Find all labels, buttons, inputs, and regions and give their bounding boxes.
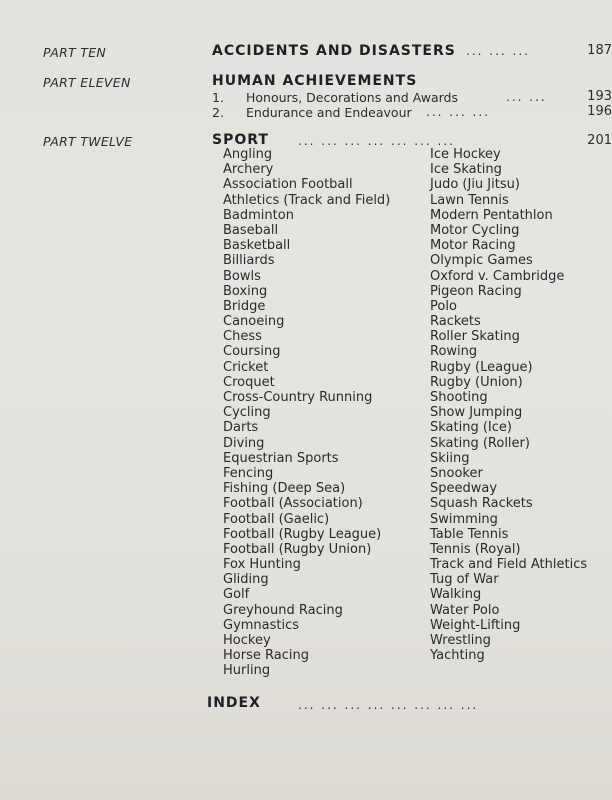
sport-item: Fencing <box>223 465 274 481</box>
sport-item: Archery <box>223 162 274 178</box>
sport-item: Boxing <box>223 283 268 299</box>
sport-item: Polo <box>430 298 457 314</box>
part-eleven-title: HUMAN ACHIEVEMENTS <box>212 73 418 89</box>
sport-item: Fishing (Deep Sea) <box>223 481 346 497</box>
sport-item: Gymnastics <box>223 617 300 633</box>
index-leader-dots: ... ... ... ... ... ... ... ... <box>298 698 479 712</box>
sport-item: Squash Rackets <box>430 496 533 512</box>
sport-item: Football (Gaelic) <box>223 511 330 527</box>
item-number: 2. <box>212 105 224 120</box>
sport-item: Speedway <box>430 481 498 497</box>
sport-item: Judo (Jiu Jitsu) <box>430 177 520 193</box>
sport-item: Rowing <box>430 344 478 360</box>
sport-item: Show Jumping <box>430 405 523 421</box>
part-twelve-label: PART TWELVE <box>43 134 133 149</box>
sport-item: Track and Field Athletics <box>430 557 588 573</box>
sport-item: Basketball <box>223 238 291 254</box>
sport-item: Walking <box>430 587 482 603</box>
sport-item: Darts <box>223 420 259 436</box>
sport-item: Swimming <box>430 511 498 527</box>
sport-item: Cycling <box>223 405 271 421</box>
sport-item: Angling <box>223 147 273 162</box>
sport-item: Skating (Roller) <box>430 435 530 451</box>
sport-item: Pigeon Racing <box>430 283 522 299</box>
sport-item: Snooker <box>430 465 483 481</box>
sports-list-column-2 <box>430 147 587 663</box>
sport-item: Weight-Lifting <box>430 617 521 633</box>
sport-item: Roller Skating <box>430 329 520 345</box>
sport-item: Bowls <box>223 268 261 284</box>
sport-item: Fox Hunting <box>223 557 301 573</box>
sport-item: Water Polo <box>430 602 500 618</box>
sport-item: Bridge <box>223 298 266 314</box>
sport-item: Greyhound Racing <box>223 602 343 618</box>
part-ten-leader-dots: ... ... ... <box>466 44 530 58</box>
part-twelve-title: SPORT <box>212 132 269 148</box>
sport-item: Athletics (Track and Field) <box>223 192 391 208</box>
sport-item: Baseball <box>223 222 279 238</box>
sport-item: Cricket <box>223 359 269 375</box>
sport-item: Canoeing <box>223 314 285 330</box>
sport-item: Wrestling <box>430 633 491 648</box>
part-ten-label: PART TEN <box>43 45 107 60</box>
part-eleven-item-1-page-number: 193 <box>587 89 612 104</box>
sport-item: Chess <box>223 329 262 345</box>
sport-item: Rackets <box>430 314 481 330</box>
sport-item: Oxford v. Cambridge <box>430 268 565 284</box>
sport-item: Rugby (Union) <box>430 374 523 390</box>
part-ten-title: ACCIDENTS AND DISASTERS <box>212 43 456 59</box>
part-ten-page-number: 187 <box>587 43 612 58</box>
sport-item: Shooting <box>430 390 488 405</box>
sport-item: Tennis (Royal) <box>430 541 521 557</box>
sport-item: Golf <box>223 587 250 603</box>
sport-item: Association Football <box>223 177 353 193</box>
sport-item: Football (Association) <box>223 496 363 512</box>
sport-item: Tug of War <box>430 572 499 588</box>
sport-item: Badminton <box>223 207 294 223</box>
sport-item: Lawn Tennis <box>430 192 509 208</box>
sport-item: Hurling <box>223 663 271 679</box>
sport-item: Football (Rugby League) <box>223 526 382 542</box>
sport-item: Football (Rugby Union) <box>223 541 372 557</box>
part-eleven-item-1 <box>212 90 458 105</box>
sport-item: Motor Cycling <box>430 222 520 238</box>
sport-item: Rugby (League) <box>430 359 533 375</box>
sport-item: Croquet <box>223 374 275 390</box>
part-eleven-label: PART ELEVEN <box>43 75 131 90</box>
part-eleven-item-2 <box>212 105 412 120</box>
sport-item: Diving <box>223 435 265 451</box>
sport-item: Gliding <box>223 572 269 588</box>
sport-item: Skiing <box>430 450 470 466</box>
sport-item: Hockey <box>223 633 271 648</box>
item-title: Endurance and Endeavour <box>246 105 412 120</box>
sport-item: Coursing <box>223 344 281 360</box>
part-twelve-leader-dots: ... ... ... ... ... ... ... <box>298 134 455 148</box>
index-title: INDEX <box>207 695 261 711</box>
part-eleven-item-2-page-number: 196 <box>587 104 612 119</box>
sport-item: Olympic Games <box>430 253 533 269</box>
sport-item: Horse Racing <box>223 648 309 664</box>
sport-item: Modern Pentathlon <box>430 207 553 223</box>
sport-item: Equestrian Sports <box>223 450 339 466</box>
sport-item: Skating (Ice) <box>430 420 512 436</box>
sport-item: Ice Skating <box>430 162 502 178</box>
item-number: 1. <box>212 90 224 105</box>
part-eleven-item-2-leader-dots: ... ... ... <box>426 105 490 119</box>
item-title: Honours, Decorations and Awards <box>246 90 458 105</box>
sport-item: Table Tennis <box>430 526 509 542</box>
sports-list-column-1 <box>223 147 390 679</box>
sport-item: Motor Racing <box>430 238 516 254</box>
part-twelve-page-number: 201 <box>587 133 612 148</box>
sport-item: Yachting <box>430 648 485 664</box>
part-eleven-item-1-leader-dots: ... ... <box>506 90 547 104</box>
sport-item: Ice Hockey <box>430 147 501 162</box>
sport-item: Billiards <box>223 253 275 269</box>
sport-item: Cross-Country Running <box>223 390 373 405</box>
